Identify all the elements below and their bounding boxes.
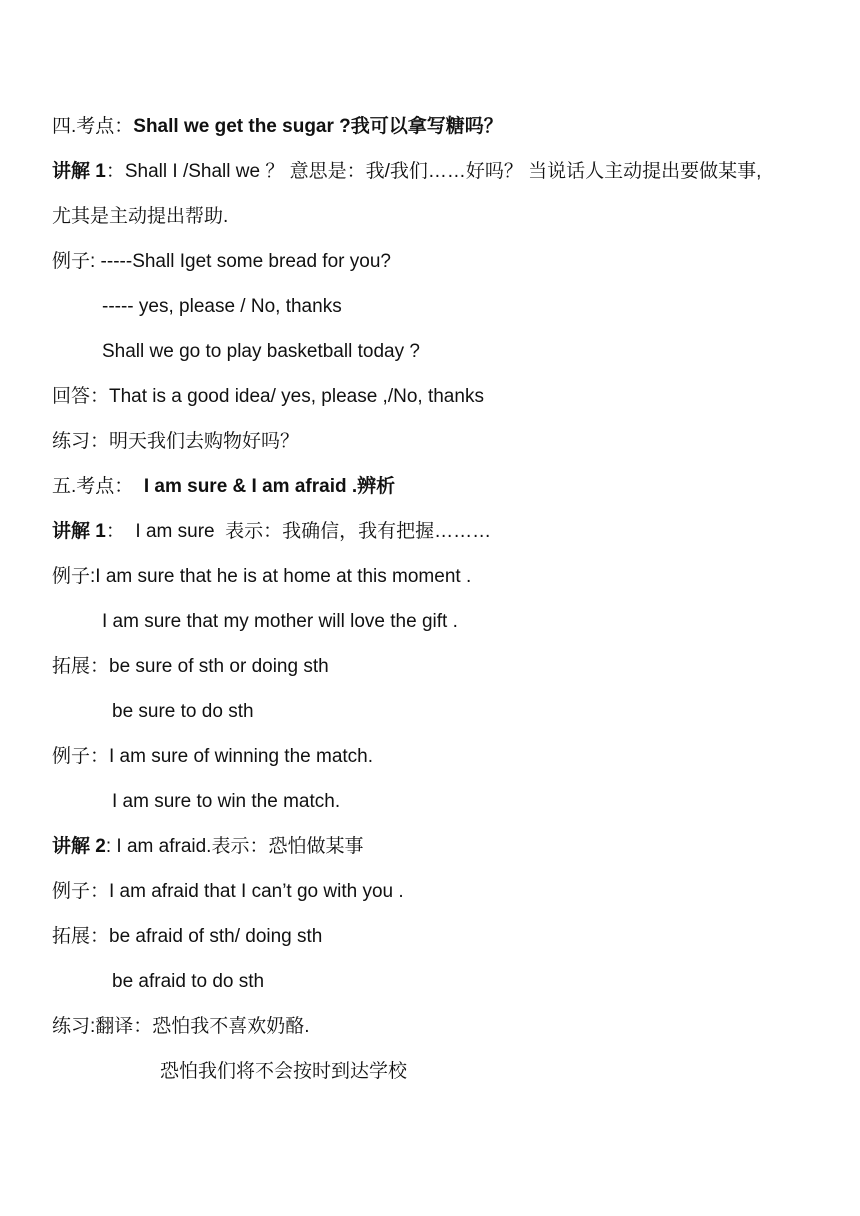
section-4-example-reply: ----- yes, please / No, thanks — [102, 296, 342, 317]
section-5-practice-line-2: 恐怕我们将不会按时到达学校 — [160, 1061, 408, 1082]
section-5-heading-prefix: 五.考点： — [52, 476, 134, 497]
section-4-explanation-1-continued: 尤其是主动提出帮助. — [52, 206, 229, 227]
section-5-expand-2-line-1: 拓展：be afraid of sth/ doing sth — [52, 926, 323, 947]
section-5-explanation-1-text: ： I am sure 表示：我确信，我有把握……… — [105, 521, 492, 542]
section-4-explanation-1-text: ：Shall I /Shall we ？ 意思是：我/我们……好吗？ 当说话人主动提出要做某事, — [105, 161, 762, 182]
section-5-example-2-line-2: I am sure to win the match. — [112, 791, 341, 812]
section-5-practice-line-1: 练习:翻译：恐怕我不喜欢奶酪. — [52, 1016, 310, 1037]
section-5-example-2-line-1: 例子：I am sure of winning the match. — [52, 746, 374, 767]
section-4-example-question: Shall we go to play basketball today ? — [102, 341, 420, 362]
section-5-example-1-line-1: 例子:I am sure that he is at home at this moment . — [52, 566, 472, 587]
section-5-explanation-2-text: : I am afraid.表示：恐怕做某事 — [105, 836, 364, 857]
section-5-expand-1-line-1: 拓展：be sure of sth or doing sth — [52, 656, 329, 677]
section-5-explanation-2-label: 讲解 2 — [52, 836, 106, 857]
section-5-explanation-1-label: 讲解 1 — [52, 521, 106, 542]
section-5-expand-1-line-2: be sure to do sth — [112, 701, 254, 722]
section-5-expand-2-line-2: be afraid to do sth — [112, 971, 265, 992]
section-5-explanation-2 — [52, 834, 363, 860]
section-4-practice: 练习：明天我们去购物好吗？ — [52, 431, 300, 452]
section-4-explanation-1-label: 讲解 1 — [52, 161, 106, 182]
section-4-example: 例子: -----Shall Iget some bread for you? — [52, 251, 391, 272]
section-5-heading-text: I am sure & I am afraid .辨析 — [133, 476, 396, 497]
section-4-heading-prefix: 四.考点： — [52, 116, 134, 137]
section-5-example-1-line-2: I am sure that my mother will love the gift . — [102, 611, 458, 632]
section-4-heading-text: Shall we get the sugar ?我可以拿写糖吗？ — [133, 116, 503, 137]
section-5-heading — [52, 474, 395, 500]
section-5-example-3: 例子：I am afraid that I can’t go with you . — [52, 881, 404, 902]
section-5-explanation-1 — [52, 519, 491, 545]
section-4-heading — [52, 114, 503, 140]
section-4-explanation-1 — [52, 159, 761, 185]
section-4-answer: 回答：That is a good idea/ yes, please ,/No, thanks — [52, 386, 484, 407]
